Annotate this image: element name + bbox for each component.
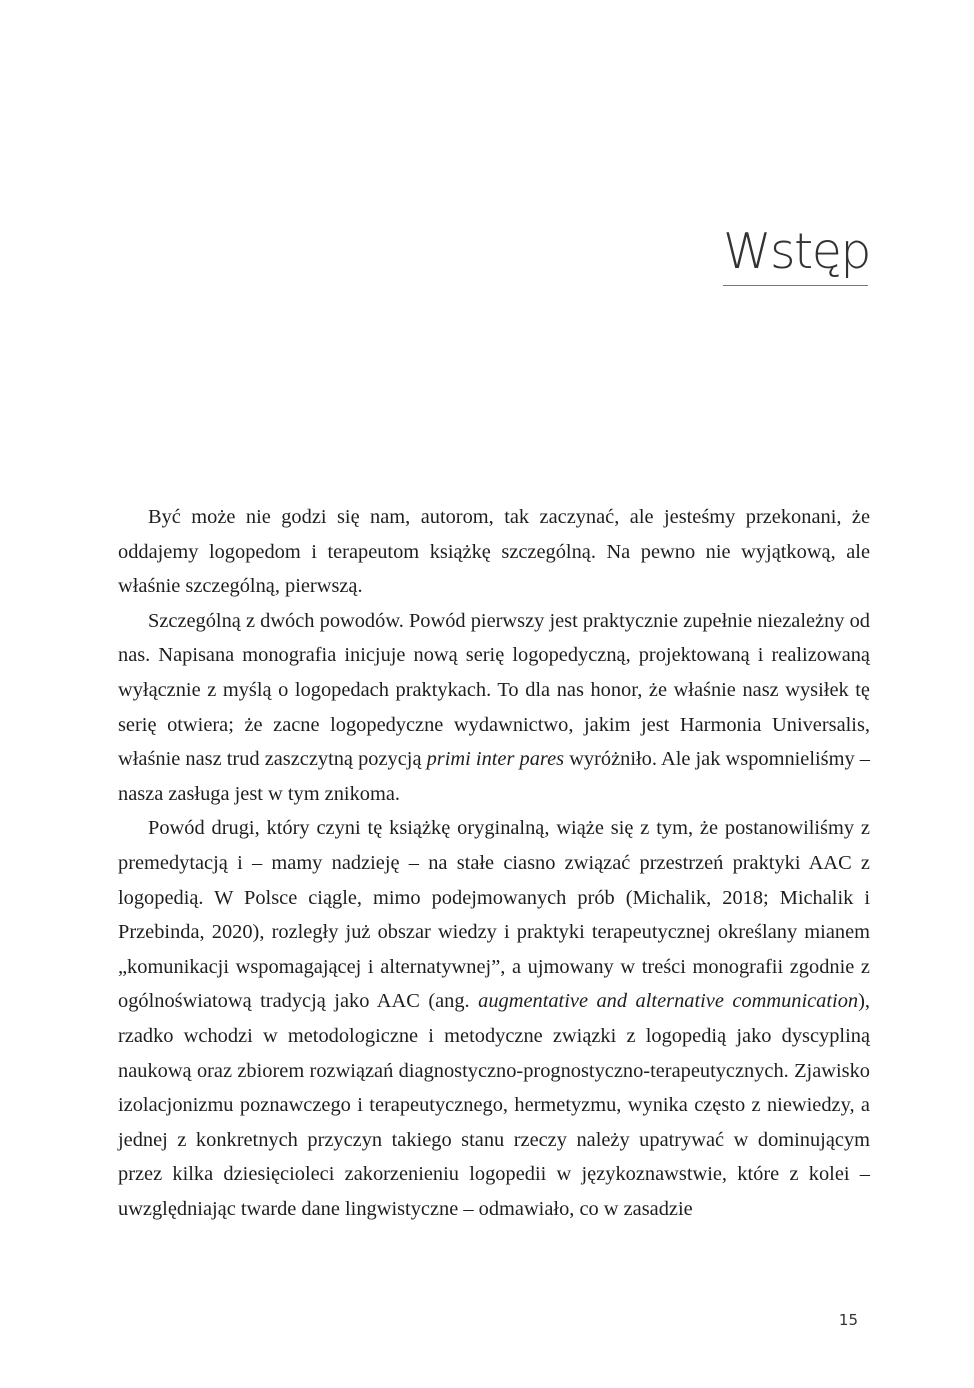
paragraph-3-italic-phrase: augmentative and alternative communication bbox=[478, 990, 859, 1013]
chapter-heading bbox=[723, 224, 868, 286]
paragraph-2-italic-phrase: primi inter pares bbox=[426, 748, 565, 771]
paragraph-2-text-a: Szczególną z dwóch powodów. Powód pierwszy jest praktycznie zupełnie niezależny od nas. Napisana monografia inicjuje nową serię logopedyczną, projektowaną i realizowaną wyłącznie z myślą o logopedach praktykach. To dla nas honor, że właśnie nasz wysiłek tę serię otwiera; że zacne logopedyczne wydawnictwo, jakim jest Harmonia Universalis, właśnie nasz trud zaszczytną pozycją bbox=[118, 609, 870, 771]
paragraph-1-text: Być może nie godzi się nam, autorom, tak zaczynać, ale jesteśmy przekonani, że oddajemy logopedom i terapeutom książkę szczególną. Na pewno nie wyjątkową, ale właśnie szczególną, pierwszą. bbox=[118, 506, 870, 598]
page-number: 15 bbox=[838, 1311, 858, 1329]
body-text bbox=[118, 500, 870, 1226]
chapter-title: Wstęp bbox=[723, 223, 870, 280]
paragraph-3-text-b: ), rzadko wchodzi w metodologiczne i metodyczne związki z logopedią jako dyscypliną naukową oraz zbiorem rozwiązań diagnostyczno-prognostyczno-terapeutycznych. Zjawisko izolacjonizmu poznawczego i terapeutycznego, hermetyzmu, wynika często z niewiedzy, a jednej z konkretnych przyczyn takiego stanu rzeczy należy upatrywać w dominującym przez kilka dziesięcioleci zakorzenieniu logopedii w językoznawstwie, które z kolei – uwzględniając twarde dane lingwistyczne – odmawiało, co w zasadzie bbox=[118, 990, 870, 1220]
paragraph-1 bbox=[118, 500, 870, 604]
paragraph-2-text-b: wyróżniło. Ale jak wspomnieliśmy – nasza zasługa jest w tym znikoma. bbox=[118, 748, 870, 805]
paragraph-2 bbox=[118, 604, 870, 812]
title-underline bbox=[723, 285, 868, 286]
paragraph-3-text-a: Powód drugi, który czyni tę książkę oryginalną, wiąże się z tym, że postanowiliśmy z premedytacją i – mamy nadzieję – na stałe ciasno związać przestrzeń praktyki AAC z logopedią. W Polsce ciągle, mimo podejmowanych prób (Michalik, 2018; Michalik i Przebinda, 2020), rozległy już obszar wiedzy i praktyki terapeutycznej określany mianem „komunikacji wspomagającej i alternatywnej”, a ujmowany w treści monografii zgodnie z ogólnoświatową tradycją jako AAC (ang. bbox=[118, 817, 870, 1013]
paragraph-3 bbox=[118, 811, 870, 1226]
